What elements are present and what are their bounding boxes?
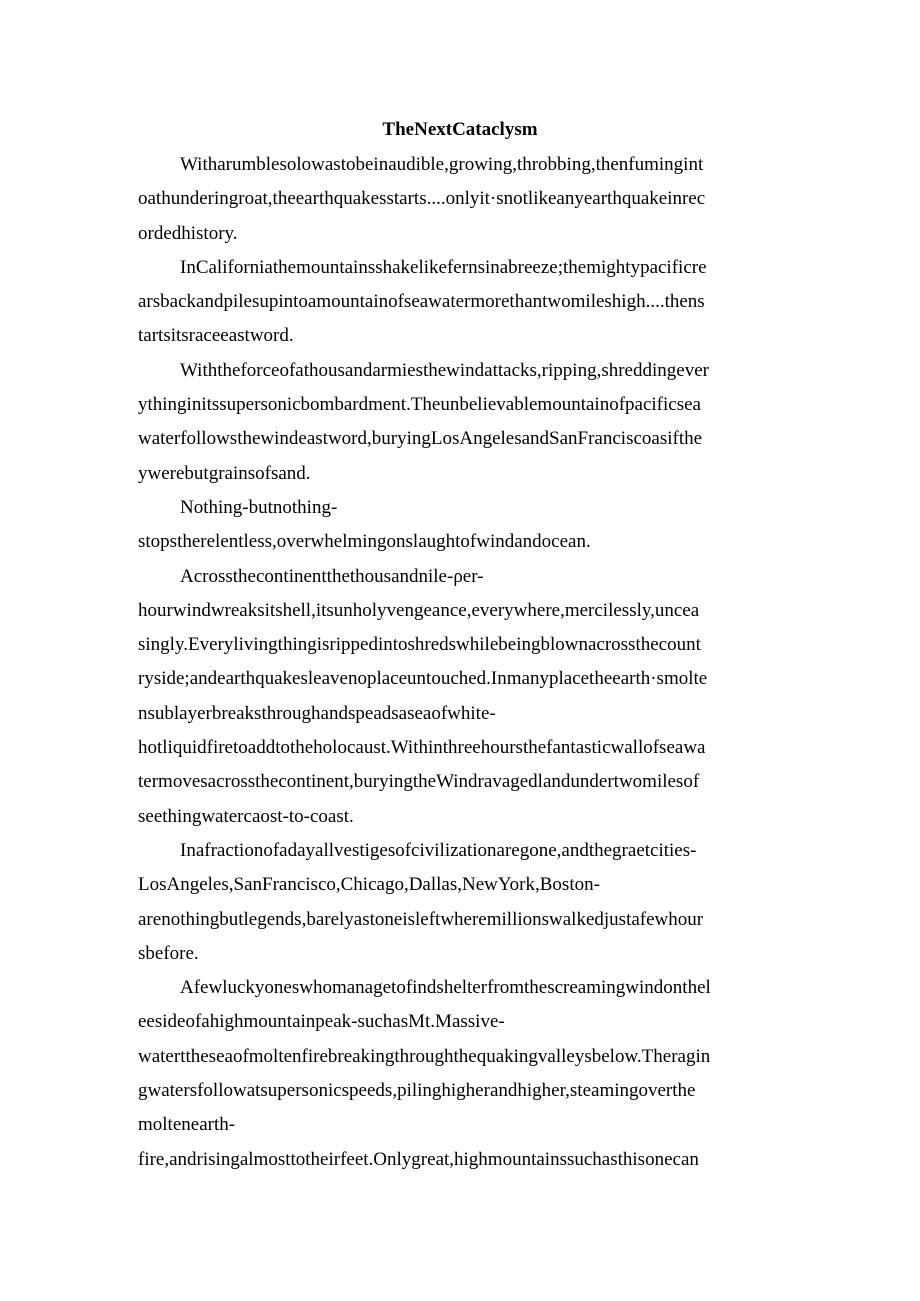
text-line: Withtheforceofathousandarmiesthewindattacks,ripping,shreddingever (180, 359, 709, 381)
document-title: TheNextCataclysm (382, 119, 538, 140)
text-line: termovesacrossthecontinent,buryingtheWindravagedlandundertwomilesof (138, 771, 700, 793)
text-line: stopstherelentless,overwhelmingonslaughtofwindandocean. (138, 531, 591, 553)
text-line: fire,andrisingalmosttotheirfeet.Onlygreat,highmountainssuchasthisonecan (138, 1148, 699, 1170)
text-line: Inafractionofadayallvestigesofcivilizationaregone,andthegraetcities- (180, 839, 697, 861)
text-line: InCaliforniathemountainsshakelikefernsinabreeze;themightypacificre (180, 256, 707, 278)
text-line: ryside;andearthquakesleavenoplaceuntouched.Inmanyplacetheearth·smolte (138, 668, 708, 690)
text-line: sbefore. (138, 942, 199, 964)
text-line: waterttheseaofmoltenfirebreakingthroughthequakingvalleysbelow.Theragin (138, 1045, 711, 1067)
text-line: Afewluckyoneswhomanagetofindshelterfromthescreamingwindonthel (180, 977, 711, 999)
text-line: Acrossthecontinentthethousandnile-ρer- (180, 565, 484, 587)
text-line: moltenearth- (138, 1114, 236, 1136)
text-line: arsbackandpilesupintoamountainofseawatermorethantwomileshigh....thens (138, 291, 705, 313)
text-line: ordedhistory. (138, 222, 238, 244)
text-line: ywerebutgrainsofsand. (138, 462, 311, 484)
text-line: oathunderingroat,theearthquakesstarts....onlyit·snotlikeanyearthquakeinrec (138, 188, 706, 210)
text-line: nsublayerbreaksthroughandspeadsaseaofwhite- (138, 702, 496, 724)
text-line: LosAngeles,SanFrancisco,Chicago,Dallas,NewYork,Boston- (138, 874, 600, 896)
text-line: eesideofahighmountainpeak-suchasMt.Massive- (138, 1011, 505, 1033)
text-line: hotliquidfiretoaddtotheholocaust.Withinthreehoursthefantasticwallofseawa (138, 737, 706, 759)
text-line: singly.Everylivingthingisrippedintoshredswhilebeingblownacrossthecount (138, 634, 701, 656)
text-line: ythinginitssupersonicbombardment.Theunbelievablemountainofpacificsea (138, 394, 701, 416)
text-line: Witharumblesolowastobeinaudible,growing,throbbing,thenfumingint (180, 154, 704, 175)
text-line: waterfollowsthewindeastword,buryingLosAngelesandSanFranciscoasifthe (138, 428, 703, 450)
text-line: Nothing-butnothing- (180, 496, 338, 518)
text-line: tartsitsraceeastword. (138, 325, 294, 347)
document-body (138, 148, 788, 1177)
text-line: seethingwatercaost-to-coast. (138, 805, 354, 827)
text-line: gwatersfollowatsupersonicspeeds,pilinghigherandhigher,steamingoverthe (138, 1080, 696, 1102)
text-line: arenothingbutlegends,barelyastoneisleftwheremillionswalkedjustafewhour (138, 908, 704, 930)
text-line: hourwindwreaksitshell,itsunholyvengeance,everywhere,mercilessly,uncea (138, 599, 700, 621)
